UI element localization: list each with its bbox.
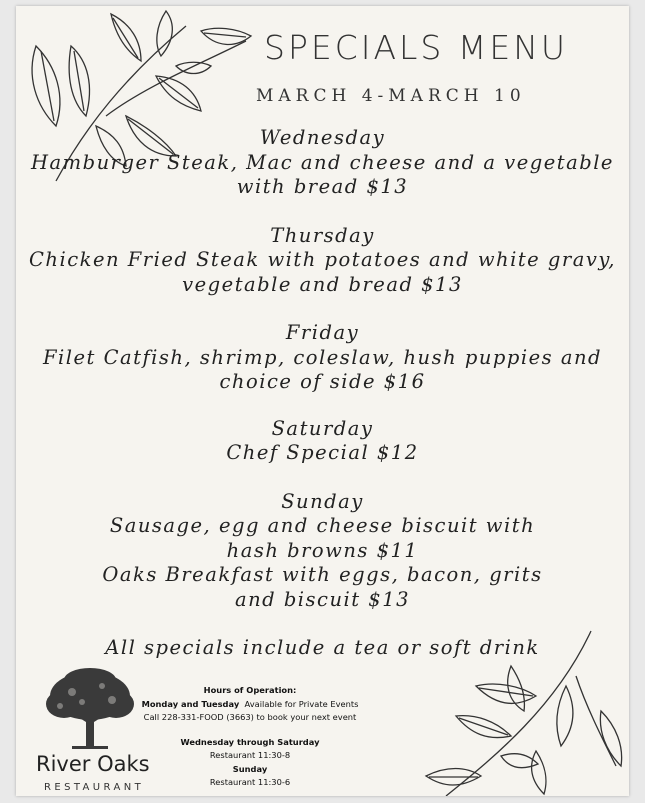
sunday-label: Sunday [232, 763, 268, 774]
phone-line: Call 228-331-FOOD (3663) to book your next event [143, 712, 357, 722]
wed-sat-label: Wednesday through Saturday [180, 736, 320, 747]
date-range: MARCH 4-MARCH 10 [256, 86, 526, 106]
dish-line: and biscuit $13 [234, 587, 411, 611]
dish-line: Oaks Breakfast with eggs, bacon, grits [102, 563, 543, 586]
day-heading: Sunday [281, 489, 364, 513]
day-heading: Thursday [270, 223, 375, 247]
dish-line: Filet Catfish, shrimp, coleslaw, hush puppies and [43, 345, 602, 369]
special-saturday [16, 417, 629, 466]
dish-line: Chef Special $12 [226, 441, 419, 464]
day-heading: Wednesday [259, 126, 386, 149]
specials-list [16, 126, 629, 661]
special-sunday [16, 490, 629, 613]
brand-subtitle: RESTAURANT [44, 782, 145, 793]
dish-line: vegetable and bread $13 [182, 272, 463, 296]
special-thursday [16, 224, 629, 298]
oak-tree-icon [42, 666, 138, 754]
wed-sat-hours: Restaurant 11:30-8 [209, 750, 291, 760]
day-heading: Friday [285, 321, 360, 344]
mon-tue-text: Available for Private Events [244, 698, 359, 709]
dish-line: Sausage, egg and cheese biscuit with [109, 514, 536, 537]
sunday-hours: Restaurant 11:30-6 [209, 777, 291, 787]
dish-line: Chicken Fried Steak with potatoes and white gravy, [29, 248, 616, 271]
dish-line: with bread $13 [236, 175, 409, 198]
brand-name: River Oaks [36, 752, 150, 776]
hours-heading: Hours of Operation: [203, 685, 297, 695]
mon-tue-label: Monday and Tuesday [141, 698, 240, 709]
hours-of-operation [140, 684, 360, 790]
dish-line: hash browns $11 [226, 538, 419, 562]
special-wednesday [16, 126, 629, 200]
dish-line: Hamburger Steak, Mac and cheese and a vegetable [31, 150, 614, 174]
day-heading: Saturday [271, 416, 374, 440]
dish-line: choice of side $16 [219, 370, 426, 393]
page-title: SPECIALS MENU [264, 28, 569, 67]
special-friday [16, 321, 629, 395]
drink-note: All specials include a tea or soft drink [105, 636, 540, 659]
